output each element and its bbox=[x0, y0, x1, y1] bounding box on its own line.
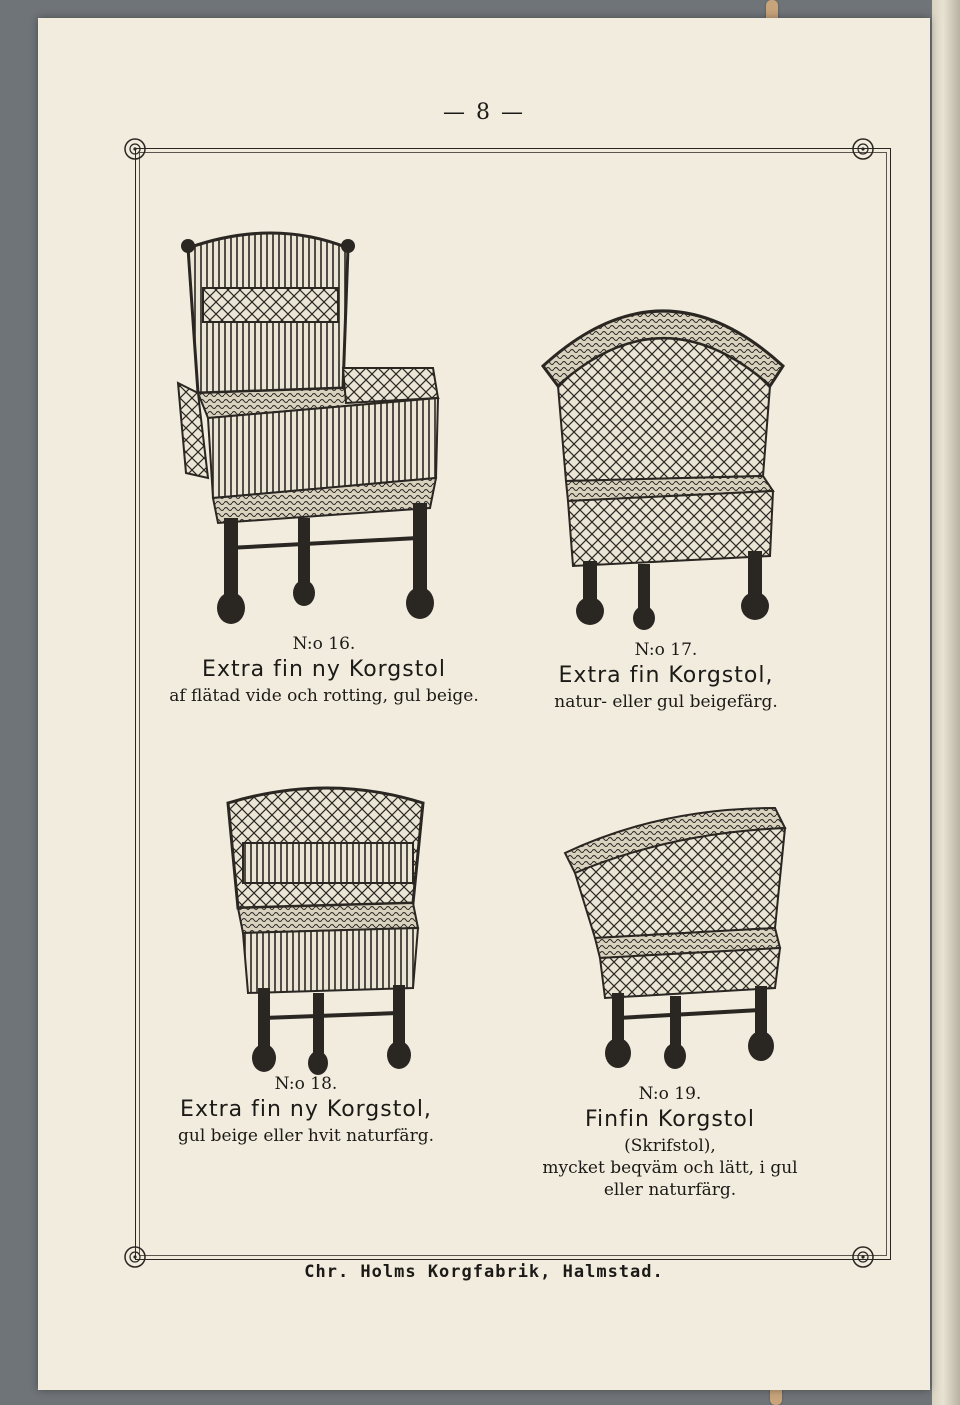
ornament-top-left-icon bbox=[116, 130, 154, 168]
product-description: eller naturfärg. bbox=[603, 1180, 737, 1200]
ornament-top-right-icon bbox=[844, 130, 882, 168]
product-description: natur- eller gul beigefärg. bbox=[554, 692, 778, 712]
product-description: (Skrifstol), bbox=[624, 1136, 716, 1156]
product-description: gul beige eller hvit naturfärg. bbox=[178, 1126, 434, 1146]
caption-no16 bbox=[156, 634, 492, 707]
wicker-armchair-high-back-icon bbox=[168, 218, 468, 638]
product-number: N:o 19. bbox=[638, 1084, 702, 1104]
product-description: mycket beqväm och lätt, i gul bbox=[542, 1158, 798, 1178]
wicker-barrel-chair-icon bbox=[218, 773, 438, 1103]
wicker-tub-chair-icon bbox=[538, 276, 788, 636]
caption-no18 bbox=[156, 1074, 456, 1147]
page-number: — 8 — bbox=[443, 100, 525, 125]
wicker-desk-chair-icon bbox=[560, 788, 810, 1098]
footer-imprint: Chr. Holms Korgfabrik, Halmstad. bbox=[304, 1262, 664, 1282]
product-title: Extra fin ny Korgstol, bbox=[180, 1097, 432, 1122]
product-number: N:o 16. bbox=[292, 634, 356, 654]
backdrop-page-edge bbox=[932, 0, 960, 1405]
product-title: Extra fin ny Korgstol bbox=[202, 657, 446, 682]
caption-no19 bbox=[510, 1084, 830, 1201]
product-number: N:o 18. bbox=[274, 1074, 338, 1094]
catalog-page bbox=[38, 18, 930, 1390]
product-number: N:o 17. bbox=[634, 640, 698, 660]
product-title: Extra fin Korgstol, bbox=[558, 663, 774, 688]
product-description: af flätad vide och rotting, gul beige. bbox=[169, 686, 479, 706]
caption-no17 bbox=[516, 640, 816, 713]
product-title: Finfin Korgstol bbox=[585, 1107, 755, 1132]
